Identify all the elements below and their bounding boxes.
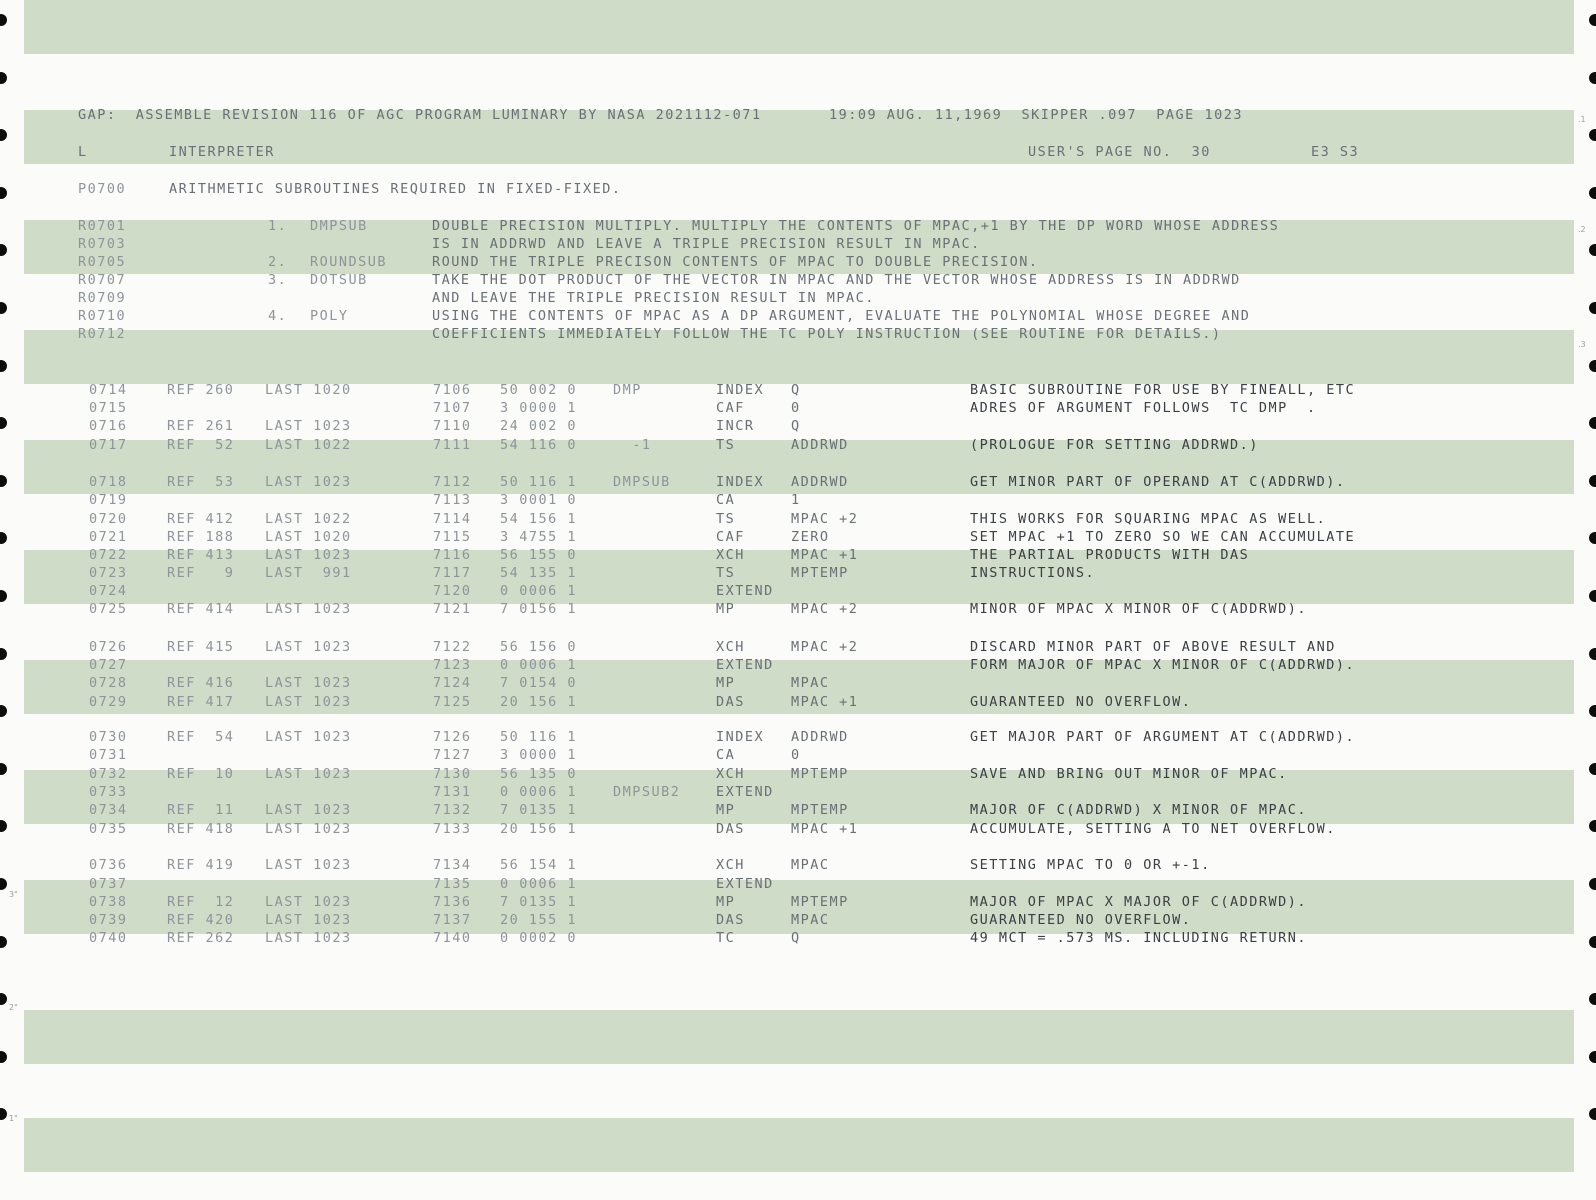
address: 7133 xyxy=(433,821,472,837)
address: 7127 xyxy=(433,747,472,763)
comment-routine: DMPSUB xyxy=(310,218,368,234)
line-number: 0725 xyxy=(89,601,128,617)
ref-field: REF 53 xyxy=(167,474,235,490)
code-comment: GUARANTEED NO OVERFLOW. xyxy=(970,694,1192,710)
code-comment: GET MAJOR PART OF ARGUMENT AT C(ADDRWD). xyxy=(970,729,1356,745)
code-comment: BASIC SUBROUTINE FOR USE BY FINEALL, ETC xyxy=(970,382,1356,398)
opcode: TS xyxy=(716,565,736,581)
opcode: XCH xyxy=(716,766,745,782)
octal-word: 7 0154 0 xyxy=(500,675,578,691)
address: 7123 xyxy=(433,657,472,673)
octal-word: 56 156 0 xyxy=(500,639,578,655)
tractor-hole xyxy=(0,936,7,948)
comment-text: USING THE CONTENTS OF MPAC AS A DP ARGUMENT, EVALUATE THE POLYNOMIAL WHOSE DEGREE AND xyxy=(432,308,1251,324)
tractor-hole xyxy=(1589,1051,1596,1063)
code-comment: FORM MAJOR OF MPAC X MINOR OF C(ADDRWD). xyxy=(970,657,1356,673)
octal-word: 0 0006 1 xyxy=(500,784,578,800)
operand: 0 xyxy=(791,747,801,763)
tractor-hole xyxy=(0,14,7,26)
line-number: 0722 xyxy=(89,547,128,563)
comment-text: IS IN ADDRWD AND LEAVE A TRIPLE PRECISION RESULT IN MPAC. xyxy=(432,236,981,252)
tractor-hole xyxy=(0,878,7,890)
last-field: LAST 991 xyxy=(265,565,352,581)
line-number: 0731 xyxy=(89,747,128,763)
ref-field: REF 415 xyxy=(167,639,235,655)
address: 7117 xyxy=(433,565,472,581)
tractor-hole xyxy=(0,187,7,199)
opcode: XCH xyxy=(716,857,745,873)
header-left: L xyxy=(78,144,88,160)
octal-word: 54 156 1 xyxy=(500,511,578,527)
tractor-hole xyxy=(1589,360,1596,372)
last-field: LAST 1023 xyxy=(265,601,352,617)
last-field: LAST 1023 xyxy=(265,474,352,490)
paper-band xyxy=(24,1118,1574,1172)
tractor-holes-left xyxy=(0,0,14,1200)
address: 7114 xyxy=(433,511,472,527)
address: 7111 xyxy=(433,437,472,453)
line-number: 0738 xyxy=(89,894,128,910)
octal-word: 56 154 1 xyxy=(500,857,578,873)
last-field: LAST 1023 xyxy=(265,694,352,710)
operand: Q xyxy=(791,418,801,434)
code-comment: ACCUMULATE, SETTING A TO NET OVERFLOW. xyxy=(970,821,1336,837)
address: 7116 xyxy=(433,547,472,563)
ref-field: REF 188 xyxy=(167,529,235,545)
margin-mark: .3 xyxy=(1578,340,1586,349)
comment-text: DOUBLE PRECISION MULTIPLY. MULTIPLY THE CONTENTS OF MPAC,+1 BY THE DP WORD WHOSE ADDRESS xyxy=(432,218,1280,234)
tractor-hole xyxy=(1589,129,1596,141)
code-comment: MINOR OF MPAC X MINOR OF C(ADDRWD). xyxy=(970,601,1307,617)
last-field: LAST 1023 xyxy=(265,418,352,434)
ref-field: REF 10 xyxy=(167,766,235,782)
operand: Q xyxy=(791,930,801,946)
last-field: LAST 1023 xyxy=(265,639,352,655)
opcode: DAS xyxy=(716,912,745,928)
address: 7110 xyxy=(433,418,472,434)
ref-field: REF 412 xyxy=(167,511,235,527)
operand: ADDRWD xyxy=(791,729,849,745)
operand: MPAC +2 xyxy=(791,601,859,617)
operand: MPAC +1 xyxy=(791,821,859,837)
operand: Q xyxy=(791,382,801,398)
opcode: EXTEND xyxy=(716,583,774,599)
comment-routine: DOTSUB xyxy=(310,272,368,288)
opcode: CA xyxy=(716,492,736,508)
octal-word: 3 0000 1 xyxy=(500,400,578,416)
last-field: LAST 1023 xyxy=(265,821,352,837)
address: 7137 xyxy=(433,912,472,928)
tractor-hole xyxy=(0,360,7,372)
tractor-hole xyxy=(1589,475,1596,487)
operand: 0 xyxy=(791,400,801,416)
tractor-hole xyxy=(0,1051,7,1063)
ref-field: REF 419 xyxy=(167,857,235,873)
code-comment: THE PARTIAL PRODUCTS WITH DAS xyxy=(970,547,1250,563)
users-page: USER'S PAGE NO. 30 xyxy=(1028,144,1211,160)
comment-number: 3. xyxy=(268,272,288,288)
tractor-hole xyxy=(0,590,7,602)
operand: MPAC +2 xyxy=(791,511,859,527)
line-number: 0719 xyxy=(89,492,128,508)
last-field: LAST 1020 xyxy=(265,529,352,545)
tractor-hole xyxy=(1589,14,1596,26)
address: 7106 xyxy=(433,382,472,398)
tractor-hole xyxy=(0,417,7,429)
address: 7120 xyxy=(433,583,472,599)
opcode: CA xyxy=(716,747,736,763)
tractor-hole xyxy=(0,993,7,1005)
tractor-hole xyxy=(1589,1108,1596,1120)
operand: ADDRWD xyxy=(791,474,849,490)
label-field: DMPSUB xyxy=(613,474,671,490)
operand: MPAC +1 xyxy=(791,547,859,563)
comment-text: TAKE THE DOT PRODUCT OF THE VECTOR IN MPAC AND THE VECTOR WHOSE ADDRESS IS IN ADDRWD xyxy=(432,272,1241,288)
octal-word: 0 0006 1 xyxy=(500,583,578,599)
address: 7131 xyxy=(433,784,472,800)
opcode: XCH xyxy=(716,639,745,655)
octal-word: 7 0135 1 xyxy=(500,894,578,910)
address: 7140 xyxy=(433,930,472,946)
last-field: LAST 1023 xyxy=(265,675,352,691)
tractor-hole xyxy=(0,475,7,487)
code-comment: THIS WORKS FOR SQUARING MPAC AS WELL. xyxy=(970,511,1327,527)
operand: ZERO xyxy=(791,529,830,545)
last-field: LAST 1023 xyxy=(265,894,352,910)
octal-word: 0 0006 1 xyxy=(500,657,578,673)
line-number: 0732 xyxy=(89,766,128,782)
address: 7135 xyxy=(433,876,472,892)
margin-mark: 3" xyxy=(9,890,18,899)
line-number: 0729 xyxy=(89,694,128,710)
ref-field: REF 418 xyxy=(167,821,235,837)
code-comment: SAVE AND BRING OUT MINOR OF MPAC. xyxy=(970,766,1288,782)
comment-label: R0703 xyxy=(78,236,127,252)
opcode: INCR xyxy=(716,418,755,434)
label-field: DMPSUB2 xyxy=(613,784,681,800)
operand: MPAC +2 xyxy=(791,639,859,655)
opcode: CAF xyxy=(716,400,745,416)
code-comment: DISCARD MINOR PART OF ABOVE RESULT AND xyxy=(970,639,1336,655)
opcode: EXTEND xyxy=(716,876,774,892)
opcode: EXTEND xyxy=(716,784,774,800)
line-number: 0723 xyxy=(89,565,128,581)
line-number: 0724 xyxy=(89,583,128,599)
title-line-text: ARITHMETIC SUBROUTINES REQUIRED IN FIXED-FIXED. xyxy=(169,181,622,197)
comment-label: R0712 xyxy=(78,326,127,342)
address: 7115 xyxy=(433,529,472,545)
tractor-hole xyxy=(1589,302,1596,314)
opcode: MP xyxy=(716,601,736,617)
octal-word: 20 155 1 xyxy=(500,912,578,928)
code-comment: INSTRUCTIONS. xyxy=(970,565,1096,581)
line-number: 0740 xyxy=(89,930,128,946)
tractor-hole xyxy=(0,129,7,141)
tractor-hole xyxy=(1589,705,1596,717)
octal-word: 7 0156 1 xyxy=(500,601,578,617)
line-number: 0730 xyxy=(89,729,128,745)
opcode: INDEX xyxy=(716,382,765,398)
code-comment: MAJOR OF MPAC X MAJOR OF C(ADDRWD). xyxy=(970,894,1307,910)
code-comment: MAJOR OF C(ADDRWD) X MINOR OF MPAC. xyxy=(970,802,1307,818)
code-comment: 49 MCT = .573 MS. INCLUDING RETURN. xyxy=(970,930,1307,946)
last-field: LAST 1022 xyxy=(265,437,352,453)
comment-routine: POLY xyxy=(310,308,349,324)
octal-word: 50 116 1 xyxy=(500,729,578,745)
comment-text: AND LEAVE THE TRIPLE PRECISION RESULT IN MPAC. xyxy=(432,290,875,306)
ref-field: REF 11 xyxy=(167,802,235,818)
tractor-hole xyxy=(1589,936,1596,948)
operand: MPTEMP xyxy=(791,802,849,818)
margin-mark: 1" xyxy=(9,1114,18,1123)
ref-field: REF 54 xyxy=(167,729,235,745)
address: 7121 xyxy=(433,601,472,617)
opcode: TC xyxy=(716,930,736,946)
opcode: MP xyxy=(716,894,736,910)
address: 7124 xyxy=(433,675,472,691)
opcode: INDEX xyxy=(716,729,765,745)
octal-word: 20 156 1 xyxy=(500,821,578,837)
line-number: 0726 xyxy=(89,639,128,655)
line-number: 0717 xyxy=(89,437,128,453)
tractor-hole xyxy=(1589,532,1596,544)
ref-field: REF 420 xyxy=(167,912,235,928)
code-comment: SETTING MPAC TO 0 OR +-1. xyxy=(970,857,1211,873)
tractor-hole xyxy=(1589,993,1596,1005)
operand: MPAC xyxy=(791,675,830,691)
tractor-hole xyxy=(1589,417,1596,429)
tractor-hole xyxy=(0,1108,7,1120)
address: 7112 xyxy=(433,474,472,490)
last-field: LAST 1023 xyxy=(265,802,352,818)
operand: ADDRWD xyxy=(791,437,849,453)
tractor-holes-right xyxy=(1582,0,1596,1200)
comment-label: R0709 xyxy=(78,290,127,306)
last-field: LAST 1023 xyxy=(265,912,352,928)
comment-label: R0710 xyxy=(78,308,127,324)
ref-field: REF 414 xyxy=(167,601,235,617)
comment-routine: ROUNDSUB xyxy=(310,254,388,270)
opcode: XCH xyxy=(716,547,745,563)
opcode: TS xyxy=(716,511,736,527)
comment-text: COEFFICIENTS IMMEDIATELY FOLLOW THE TC POLY INSTRUCTION (SEE ROUTINE FOR DETAILS.) xyxy=(432,326,1222,342)
paper-band xyxy=(24,1010,1574,1064)
octal-word: 56 155 0 xyxy=(500,547,578,563)
tractor-hole xyxy=(1589,763,1596,775)
octal-word: 3 0001 0 xyxy=(500,492,578,508)
operand: MPTEMP xyxy=(791,565,849,581)
line-number: 0736 xyxy=(89,857,128,873)
comment-text: ROUND THE TRIPLE PRECISON CONTENTS OF MPAC TO DOUBLE PRECISION. xyxy=(432,254,1039,270)
title-line-label: P0700 xyxy=(78,181,127,197)
octal-word: 54 116 0 xyxy=(500,437,578,453)
line-number: 0728 xyxy=(89,675,128,691)
line-number: 0735 xyxy=(89,821,128,837)
tractor-hole xyxy=(0,302,7,314)
octal-word: 0 0006 1 xyxy=(500,876,578,892)
operand: MPTEMP xyxy=(791,894,849,910)
tractor-hole xyxy=(0,244,7,256)
octal-word: 56 135 0 xyxy=(500,766,578,782)
line-number: 0715 xyxy=(89,400,128,416)
ref-field: REF 261 xyxy=(167,418,235,434)
code-comment: (PROLOGUE FOR SETTING ADDRWD.) xyxy=(970,437,1259,453)
header-line: GAP: ASSEMBLE REVISION 116 OF AGC PROGRAM LUMINARY BY NASA 2021112-071 19:09 AUG. 11,1969 SKIPPER .097 PAGE 1023 xyxy=(78,107,1243,123)
octal-word: 24 002 0 xyxy=(500,418,578,434)
line-number: 0727 xyxy=(89,657,128,673)
code-comment: ADRES OF ARGUMENT FOLLOWS TC DMP . xyxy=(970,400,1317,416)
margin-mark: .2 xyxy=(1578,225,1586,234)
tractor-hole xyxy=(1589,72,1596,84)
paper-band xyxy=(24,0,1574,54)
comment-number: 4. xyxy=(268,308,288,324)
comment-label: R0701 xyxy=(78,218,127,234)
line-number: 0721 xyxy=(89,529,128,545)
octal-word: 20 156 1 xyxy=(500,694,578,710)
address: 7122 xyxy=(433,639,472,655)
line-number: 0720 xyxy=(89,511,128,527)
ref-field: REF 260 xyxy=(167,382,235,398)
tractor-hole xyxy=(0,705,7,717)
line-number: 0718 xyxy=(89,474,128,490)
tractor-hole xyxy=(1589,878,1596,890)
line-number: 0739 xyxy=(89,912,128,928)
octal-word: 50 002 0 xyxy=(500,382,578,398)
ref-field: REF 413 xyxy=(167,547,235,563)
tractor-hole xyxy=(0,532,7,544)
last-field: LAST 1023 xyxy=(265,547,352,563)
tractor-hole xyxy=(0,72,7,84)
tractor-hole xyxy=(0,820,7,832)
octal-word: 3 0000 1 xyxy=(500,747,578,763)
tractor-hole xyxy=(1589,187,1596,199)
address: 7134 xyxy=(433,857,472,873)
opcode: TS xyxy=(716,437,736,453)
ref-field: REF 52 xyxy=(167,437,235,453)
operand: MPAC xyxy=(791,912,830,928)
line-number: 0716 xyxy=(89,418,128,434)
address: 7132 xyxy=(433,802,472,818)
address: 7107 xyxy=(433,400,472,416)
octal-word: 7 0135 1 xyxy=(500,802,578,818)
opcode: DAS xyxy=(716,821,745,837)
code-comment: GUARANTEED NO OVERFLOW. xyxy=(970,912,1192,928)
comment-label: R0707 xyxy=(78,272,127,288)
section-title: INTERPRETER xyxy=(169,144,275,160)
last-field: LAST 1023 xyxy=(265,766,352,782)
last-field: LAST 1023 xyxy=(265,930,352,946)
octal-word: 54 135 1 xyxy=(500,565,578,581)
label-field: -1 xyxy=(613,437,652,453)
opcode: DAS xyxy=(716,694,745,710)
line-number: 0733 xyxy=(89,784,128,800)
last-field: LAST 1022 xyxy=(265,511,352,527)
address: 7113 xyxy=(433,492,472,508)
comment-number: 2. xyxy=(268,254,288,270)
last-field: LAST 1023 xyxy=(265,729,352,745)
tractor-hole xyxy=(1589,590,1596,602)
tractor-hole xyxy=(0,648,7,660)
ref-field: REF 417 xyxy=(167,694,235,710)
opcode: EXTEND xyxy=(716,657,774,673)
last-field: LAST 1023 xyxy=(265,857,352,873)
code-comment: GET MINOR PART OF OPERAND AT C(ADDRWD). xyxy=(970,474,1346,490)
comment-label: R0705 xyxy=(78,254,127,270)
address: 7130 xyxy=(433,766,472,782)
octal-word: 0 0002 0 xyxy=(500,930,578,946)
tractor-hole xyxy=(1589,244,1596,256)
label-field: DMP xyxy=(613,382,642,398)
opcode: CAF xyxy=(716,529,745,545)
line-number: 0737 xyxy=(89,876,128,892)
octal-word: 3 4755 1 xyxy=(500,529,578,545)
address: 7126 xyxy=(433,729,472,745)
tractor-hole xyxy=(0,763,7,775)
octal-word: 50 116 1 xyxy=(500,474,578,490)
opcode: MP xyxy=(716,675,736,691)
e-s-marker: E3 S3 xyxy=(1311,144,1360,160)
address: 7136 xyxy=(433,894,472,910)
tractor-hole xyxy=(1589,648,1596,660)
operand: 1 xyxy=(791,492,801,508)
operand: MPAC +1 xyxy=(791,694,859,710)
ref-field: REF 12 xyxy=(167,894,235,910)
ref-field: REF 416 xyxy=(167,675,235,691)
opcode: MP xyxy=(716,802,736,818)
margin-mark: 2" xyxy=(9,1003,18,1012)
margin-mark: .1 xyxy=(1578,115,1586,124)
ref-field: REF 9 xyxy=(167,565,235,581)
tractor-hole xyxy=(1589,820,1596,832)
operand: MPTEMP xyxy=(791,766,849,782)
line-number: 0714 xyxy=(89,382,128,398)
operand: MPAC xyxy=(791,857,830,873)
opcode: INDEX xyxy=(716,474,765,490)
code-comment: SET MPAC +1 TO ZERO SO WE CAN ACCUMULATE xyxy=(970,529,1356,545)
comment-number: 1. xyxy=(268,218,288,234)
last-field: LAST 1020 xyxy=(265,382,352,398)
address: 7125 xyxy=(433,694,472,710)
line-number: 0734 xyxy=(89,802,128,818)
ref-field: REF 262 xyxy=(167,930,235,946)
